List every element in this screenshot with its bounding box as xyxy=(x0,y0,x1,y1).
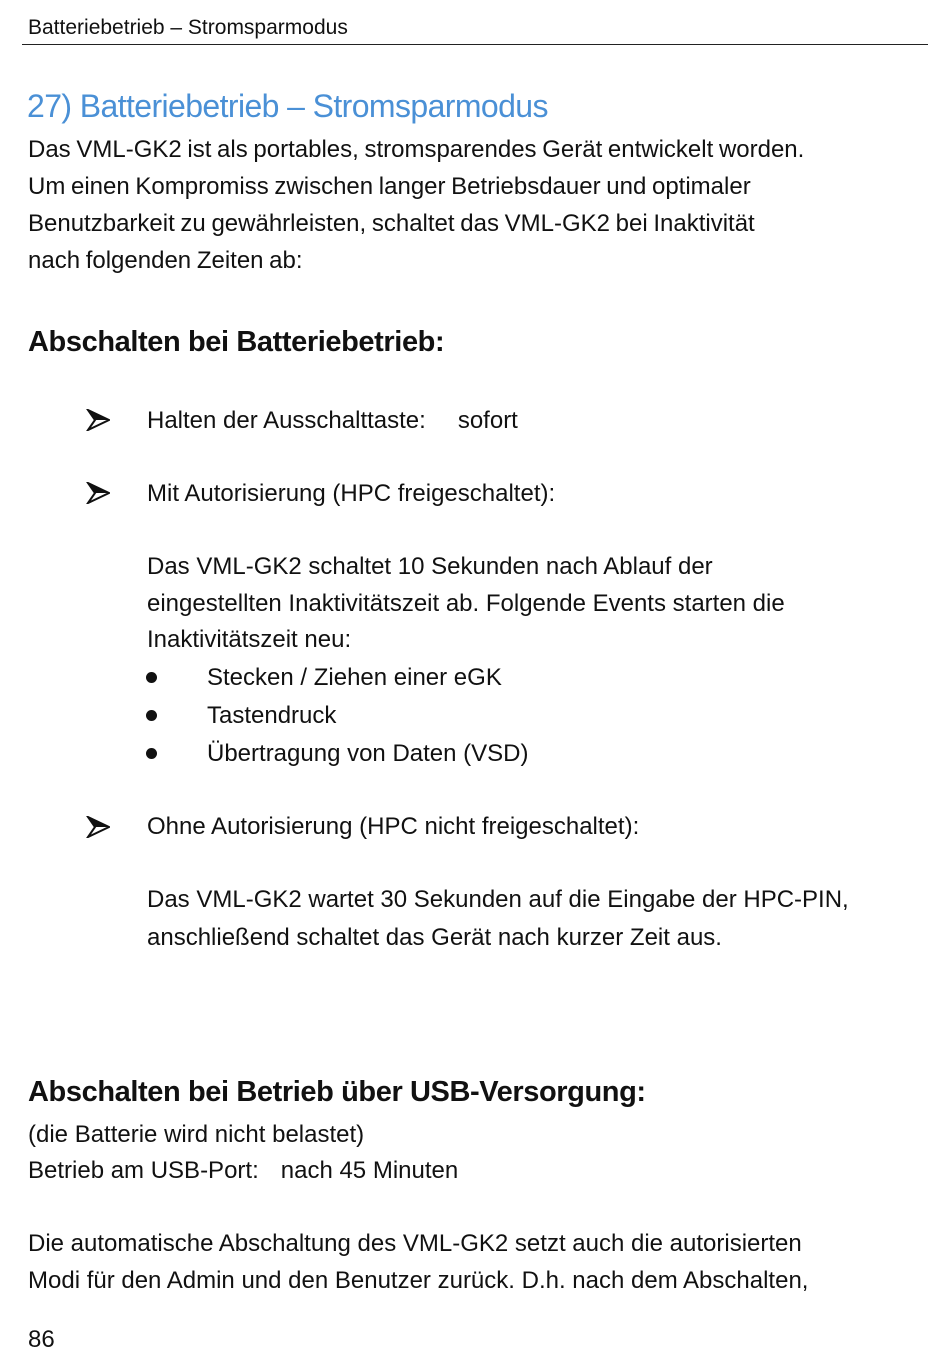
event-item: Übertragung von Daten (VSD) xyxy=(207,740,529,767)
header-divider xyxy=(22,44,928,45)
page-number: 86 xyxy=(28,1326,55,1353)
usb-port-label: Betrieb am USB-Port: xyxy=(28,1157,259,1184)
arrow-bullet-icon xyxy=(86,409,110,431)
dot-bullet-icon xyxy=(146,748,157,759)
power-button-value: sofort xyxy=(457,407,518,434)
closing-line: Die automatische Abschaltung des VML-GK2 setzt auch die autorisierten xyxy=(28,1230,802,1257)
usb-heading: Abschalten bei Betrieb über USB-Versorgung: xyxy=(28,1076,646,1108)
event-item: Stecken / Ziehen einer eGK xyxy=(207,664,502,691)
dot-bullet-icon xyxy=(146,710,157,721)
authorized-text-line: eingestellten Inaktivitätszeit ab. Folgende Events starten die xyxy=(147,590,785,617)
arrow-bullet-icon xyxy=(86,482,110,504)
closing-line: Modi für den Admin und den Benutzer zurück. D.h. nach dem Abschalten, xyxy=(28,1267,809,1294)
usb-port-row xyxy=(28,1152,458,1189)
intro-paragraph xyxy=(28,131,804,279)
unauthorized-text-line: Das VML-GK2 wartet 30 Sekunden auf die Eingabe der HPC-PIN, xyxy=(147,886,849,913)
intro-line: Das VML-GK2 ist als portables, stromsparendes Gerät entwickelt worden. xyxy=(28,136,805,163)
intro-line: Um einen Kompromiss zwischen langer Betriebsdauer und optimaler xyxy=(28,173,751,200)
section-title: 27) Batteriebetrieb – Stromsparmodus xyxy=(27,88,548,124)
power-button-label: Halten der Ausschalttaste: xyxy=(147,407,426,434)
intro-line: nach folgenden Zeiten ab: xyxy=(28,247,303,274)
intro-line: Benutzbarkeit zu gewährleisten, schaltet das VML-GK2 bei Inaktivität xyxy=(28,210,755,237)
usb-port-value: nach 45 Minuten xyxy=(280,1157,459,1184)
battery-heading: Abschalten bei Batteriebetrieb: xyxy=(28,326,445,358)
authorized-text-line: Inaktivitätszeit neu: xyxy=(147,626,352,653)
unauthorized-label: Ohne Autorisierung (HPC nicht freigeschaltet): xyxy=(147,813,640,840)
running-header: Batteriebetrieb – Stromsparmodus xyxy=(28,16,348,39)
authorized-label: Mit Autorisierung (HPC freigeschaltet): xyxy=(147,480,556,507)
event-item: Tastendruck xyxy=(207,702,337,729)
authorized-text-line: Das VML-GK2 schaltet 10 Sekunden nach Ablauf der xyxy=(147,553,713,580)
usb-note: (die Batterie wird nicht belastet) xyxy=(28,1121,365,1148)
power-button-item xyxy=(147,402,518,439)
arrow-bullet-icon xyxy=(86,816,110,838)
closing-paragraph xyxy=(28,1225,808,1299)
dot-bullet-icon xyxy=(146,672,157,683)
unauthorized-text-line: anschließend schaltet das Gerät nach kurzer Zeit aus. xyxy=(147,924,722,951)
